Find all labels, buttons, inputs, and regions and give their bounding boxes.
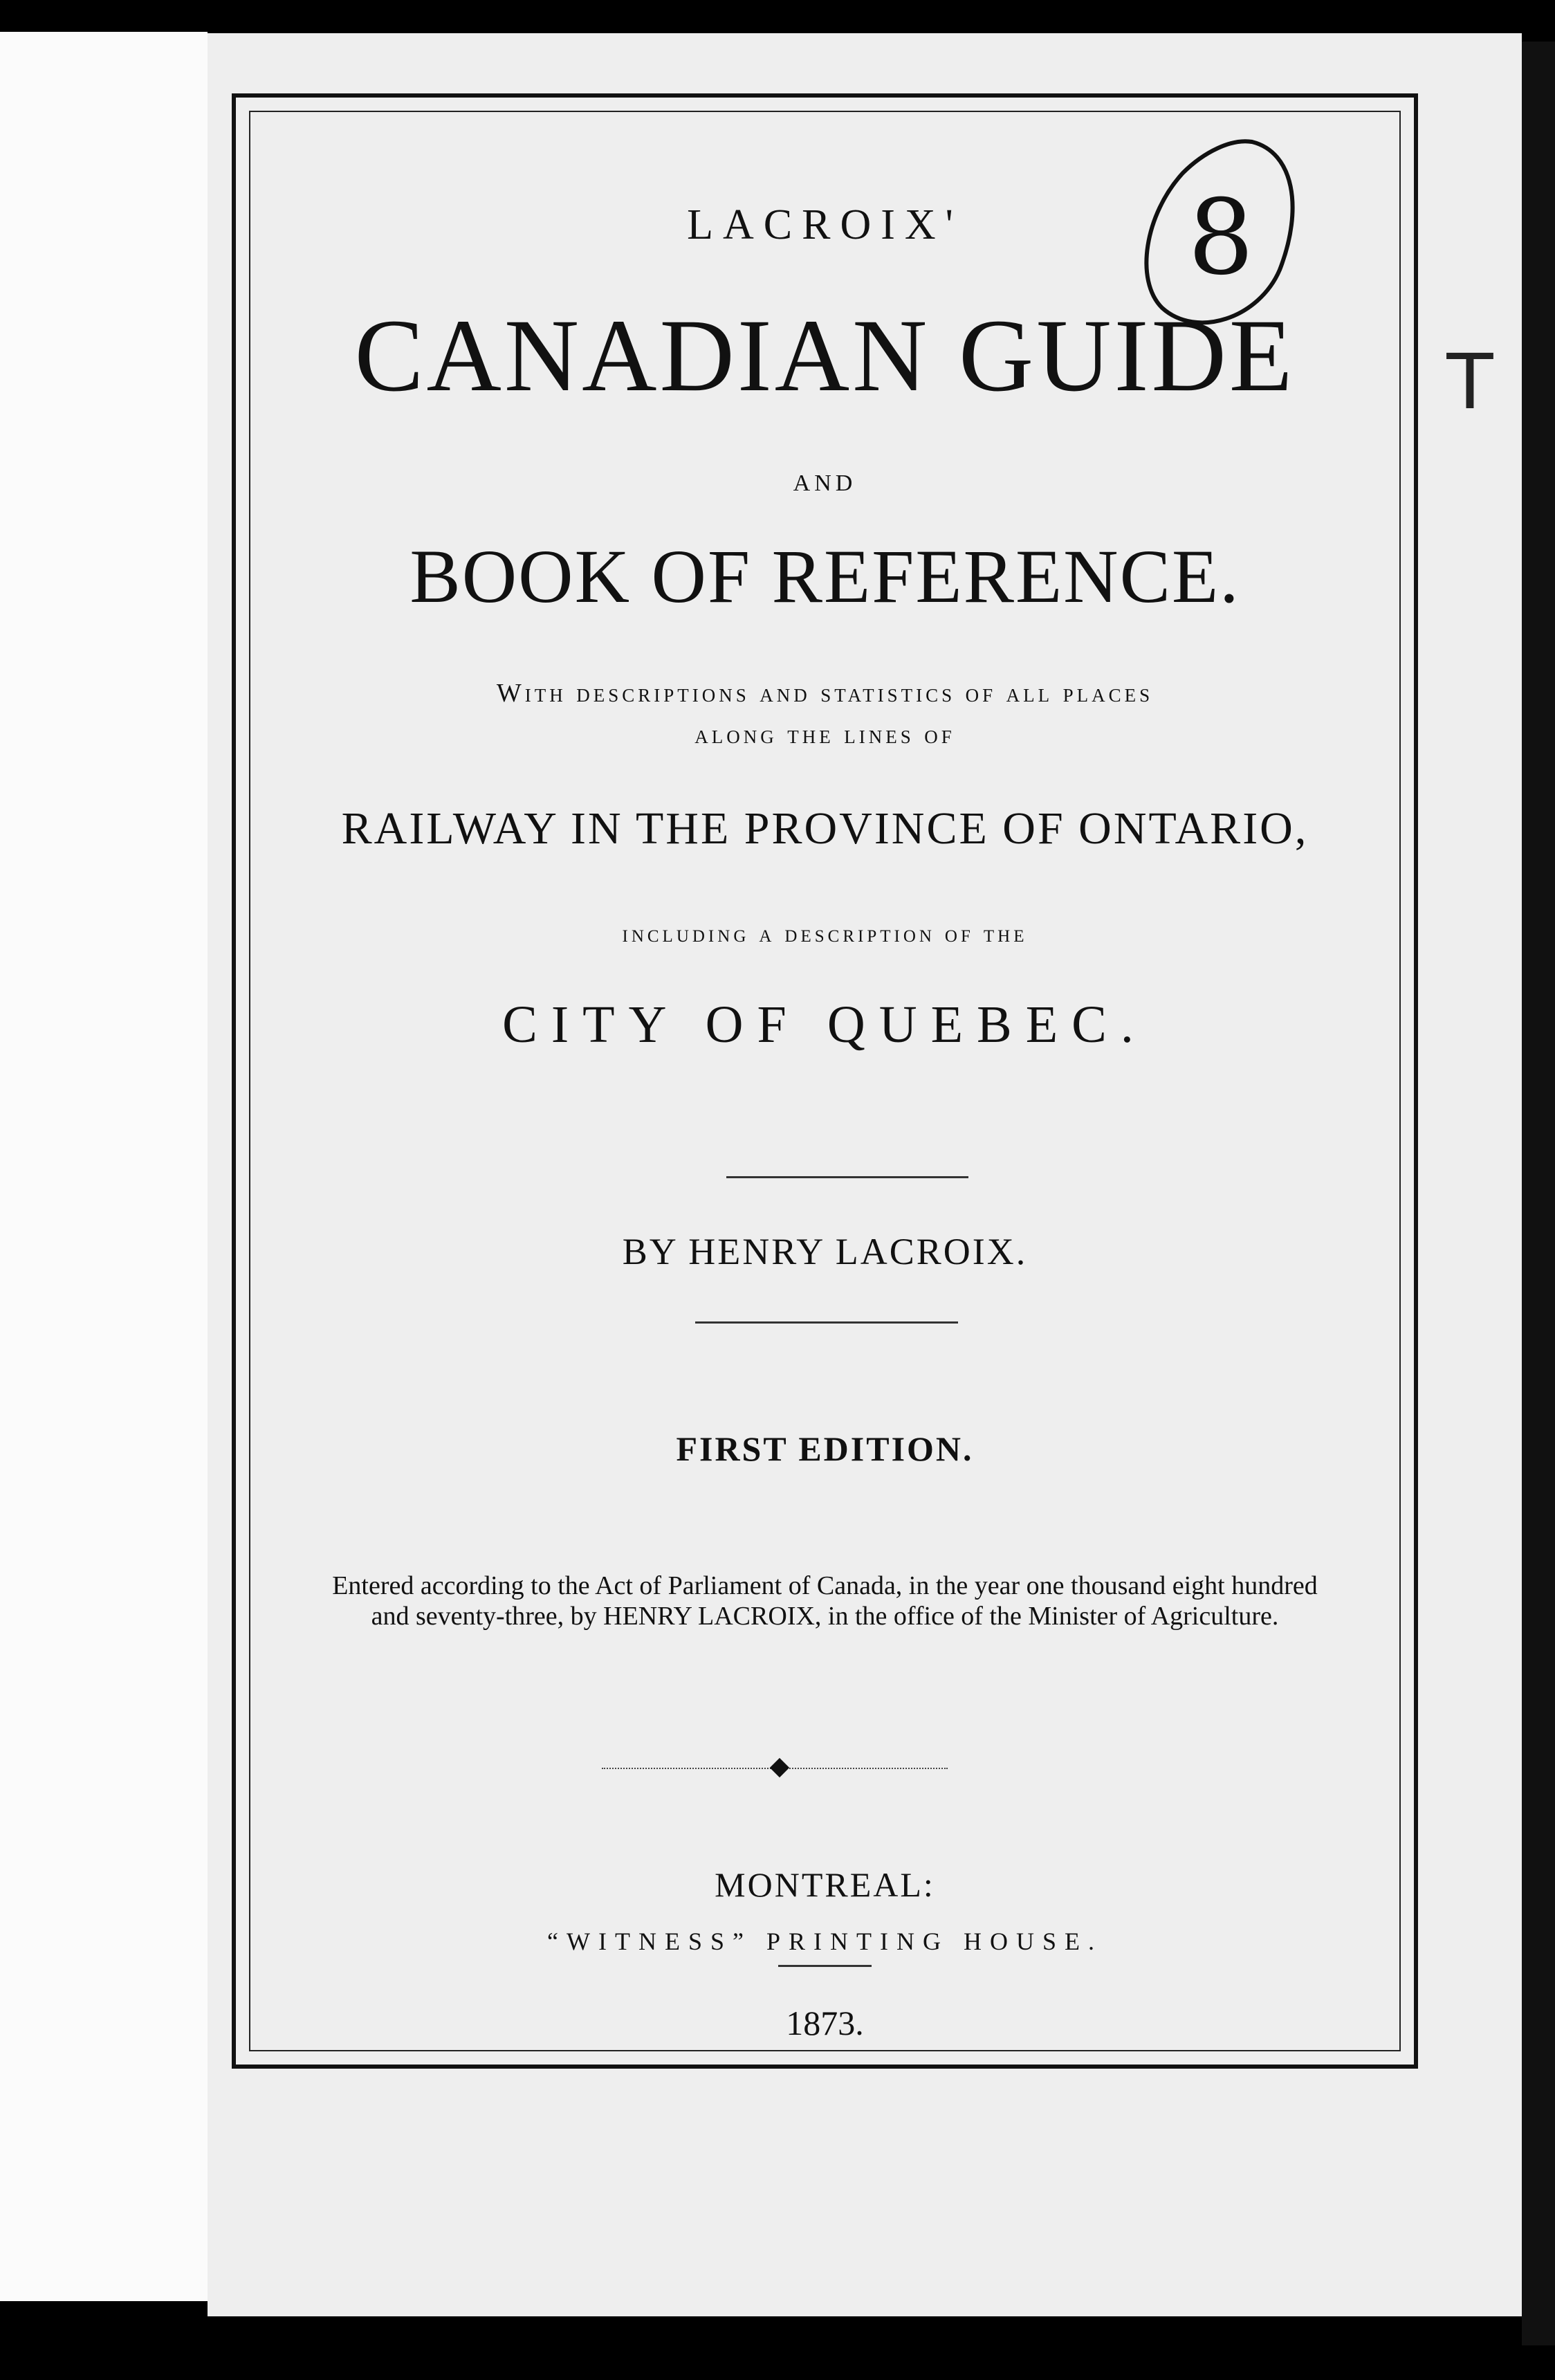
main-title: CANADIAN GUIDE	[354, 298, 1296, 413]
title-page-content	[249, 111, 1401, 2051]
publication-year: 1873.	[786, 2004, 864, 2042]
copyright-notice: Entered according to the Act of Parliament of Canada, in the year one thousand eight hundred and seventy-three, by HENRY LACROIX, in the office of the Minister of Agriculture.	[332, 1571, 1318, 1631]
pencil-number: 8	[1188, 178, 1254, 298]
author-possessive: LACROIX'	[687, 201, 963, 248]
including-line: including a description of the	[622, 919, 1028, 947]
left-page-edge	[0, 32, 208, 2301]
ornament-diamond	[770, 1758, 789, 1777]
right-page-edge	[1522, 42, 1555, 2345]
pencil-letter: T	[1446, 338, 1493, 426]
pencil-annotation-letter	[1439, 332, 1501, 429]
city-line: CITY OF QUEBEC.	[502, 996, 1148, 1054]
pencil-annotation-circled-number	[1131, 125, 1311, 353]
edition: FIRST EDITION.	[676, 1429, 974, 1468]
title-connector: AND	[793, 470, 857, 496]
subtitle: BOOK OF REFERENCE.	[410, 534, 1240, 619]
byline: BY HENRY LACROIX.	[622, 1231, 1028, 1272]
divider-rule	[695, 1321, 958, 1324]
divider-rule	[726, 1176, 968, 1178]
railway-line: RAILWAY IN THE PROVINCE OF ONTARIO,	[341, 803, 1309, 854]
publisher-city: MONTREAL:	[715, 1865, 935, 1904]
description-line-1: With descriptions and statistics of all places	[496, 679, 1154, 708]
year-rule	[778, 1965, 872, 1967]
description-line-2: along the lines of	[694, 720, 955, 749]
publisher-house: “WITNESS” PRINTING HOUSE.	[547, 1928, 1103, 1955]
paper-speck	[228, 2273, 256, 2300]
